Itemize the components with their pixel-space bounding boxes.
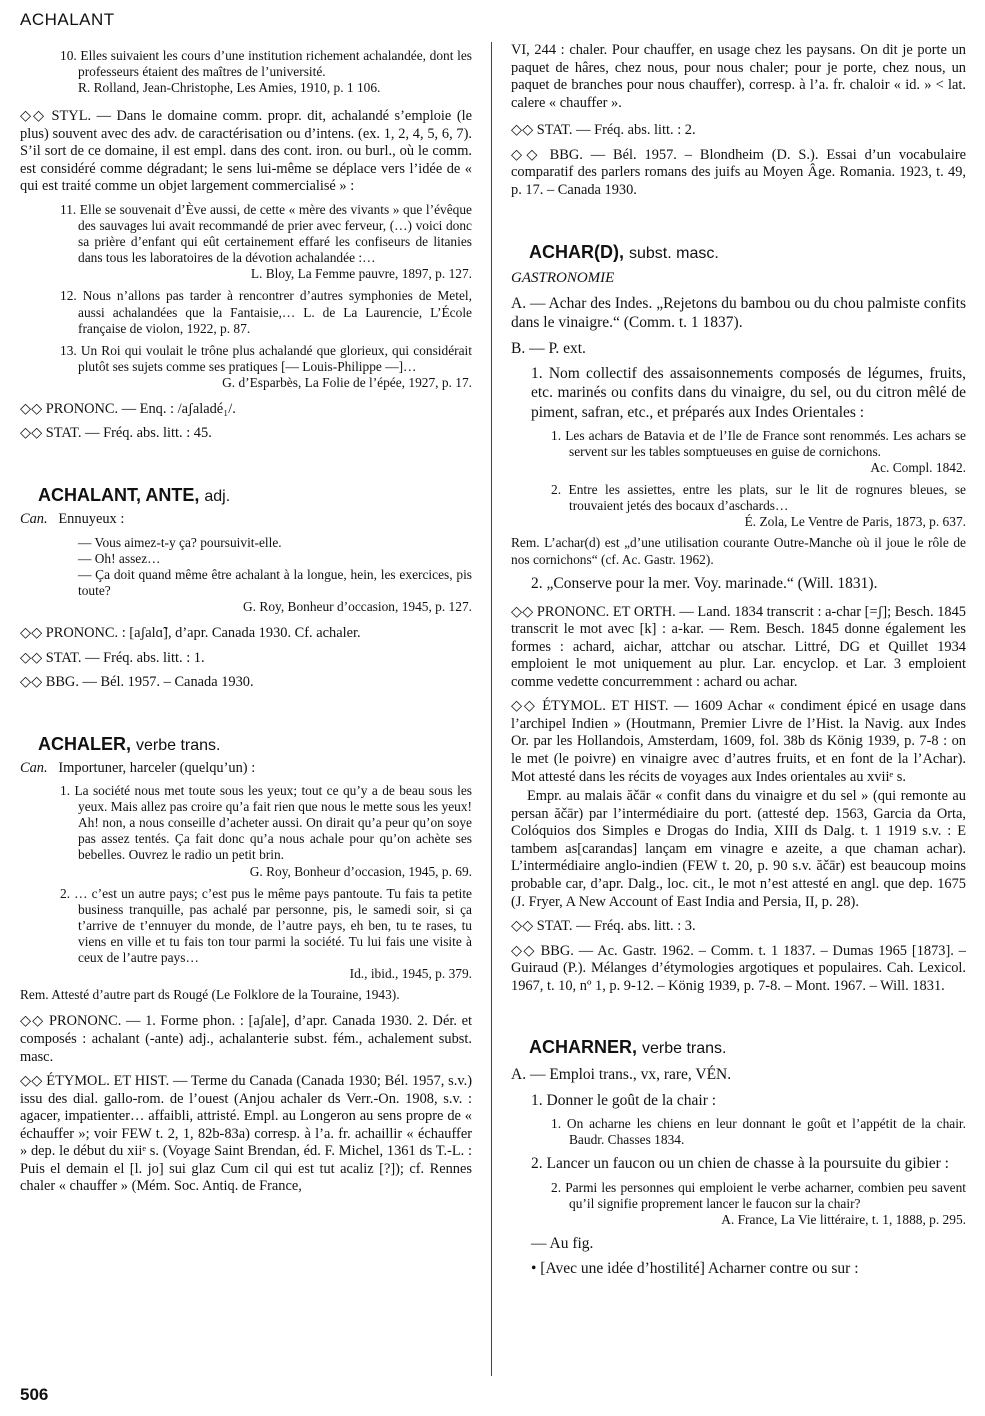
figurative-bullet: • [Avec une idée d’hostilité] Acharner contre ou sur : <box>531 1260 859 1278</box>
right-column <box>511 42 966 1376</box>
remark: Rem. Attesté d’autre part ds Rougé (Le Folklore de la Touraine, 1943). <box>20 987 400 1003</box>
citation-10: 10. Elles suivaient les cours d’une institution richement achalandée, dont les professeurs étaient des maîtres de l’université. R. Rolland, Jean-Christophe, Les Amies, 1910, p. 1 106. <box>60 48 472 96</box>
sense-a: A. — Achar des Indes. „Rejetons du bambou ou du chou palmiste confits dans le vinaigre.“ (Comm. t. 1 1837). <box>511 294 966 332</box>
etymology-continuation: VI, 244 : chaler. Pour chauffer, en usage chez les paysans. On dit je porte un paquet de hâres, chez nous, pour nous chaler; pour je porte, chez nous, un paquet de branches pour nous chauffer), corresp. à l’a. fr. chaloir « id. » < lat. calere « chauffer ». <box>511 42 966 111</box>
sense-a2: 2. Lancer un faucon ou un chien de chasse à la poursuite du gibier : <box>531 1155 949 1173</box>
statistics-note: ◇◇ STAT. — Fréq. abs. litt. : 1. <box>20 649 205 666</box>
citation-2: 2. Entre les assiettes, entre les plats, sur le lit de rognures bleues, se trouvaient jetés des bocaux d’aschards… É. Zola, Le Ventre de Paris, 1873, p. 637. <box>551 482 966 530</box>
headword-acharner: ACHARNER, verbe trans. <box>529 1037 727 1058</box>
sense-b: B. — P. ext. <box>511 339 586 357</box>
citation-1: 1. On acharne les chiens en leur donnant le goût et l’appétit de la chair. Baudr. Chasses 1834. <box>551 1116 966 1148</box>
column-divider <box>491 42 492 1376</box>
bibliography-note: ◇◇ BBG. — Bél. 1957. – Canada 1930. <box>20 674 254 691</box>
pronunciation-note: ◇◇ PRONONC. : [aʃalɑ̃], d’apr. Canada 1930. Cf. achaler. <box>20 624 361 641</box>
headword-achalant-ante: ACHALANT, ANTE, adj. <box>38 485 231 506</box>
page-number: 506 <box>20 1385 49 1404</box>
pronunciation-note: ◇◇ PRONONC. — Enq. : /aʃaladé₁/. <box>20 400 236 417</box>
citation-2: 2. … c’est un autre pays; c’est pus le même pays pantoute. Tu fais ta petite business tranquille, pas achalé par personne, pis, le samedi soir, si ça t’arrive de t’ennuyer du monde, de l’autre pays, eh ben, tu te rases, tu viens en ville et tu fais ton tour parmi la société. Tu lui fais une visite à ceux de l’autre pays… Id., ibid., 1945, p. 379. <box>60 885 472 981</box>
citation-13: 13. Un Roi qui voulait le trône plus achalandé que glorieux, qui considérait plutôt ses sujets comme ses pratiques [— Louis-Philippe —]… G. d’Esparbès, La Folie de l’épée, 1927, p. 17. <box>60 342 472 390</box>
etymology-note: ◇◇ ÉTYMOL. ET HIST. — Terme du Canada (Canada 1930; Bél. 1957, s.v.) issu des dial. gallo-rom. de l’ouest (Anjou achaler ds Verr.-On. 1908, s.v. : agacer, impatienter… affaibli, attristé. Empl. au Longeron au sens propre de « échauffer »; voir FEW t. 2, 1, 82b-83a) corresp. à l’a. fr. achaillir « échauffer » dep. le début du xiiᵉ s. (Voyage Saint Brendan, éd. F. Michel, 1361 ds T.-L. : Puis el demain el [l. jo] sui glaz Cum cil qui est tut acaliz [?]); cf. Rennes chaler « chauffer » (Mém. Soc. Antiq. de France, <box>20 1073 472 1195</box>
citation-1: 1. La société nous met toute sous les yeux; tout ce qu’y a de beau sous les yeux. Mais allez pas croire qu’a fait rien que nous le mette sous les yeux! Ah! non, a nous conseille d’acheter aussi. On dirait qu’a peur qu’on soye pas assez tentés. Ça fait donc qu’a nous achale pour qu’on achète ses bebelles. Ouvrez le radio un petit brin. G. Roy, Bonheur d’occasion, 1945, p. 69. <box>60 783 472 879</box>
statistics-note: ◇◇ STAT. — Fréq. abs. litt. : 2. <box>511 122 696 139</box>
etymology-note-continued: Empr. au malais ăčār « confit dans du vinaigre et du sel » (qui remonte au persan ăčār) par l’intermédiaire du port. (attesté dep. 1563, Garcia da Orta, Colóquios dos Simples e Drogas do India, XIII ds Dalg. t. 1 1919 s.v. : E tambem as[carandas] lançam em vinagre e azeite, a que chaman achar). L’intermédiaire anglo-indien (FEW t. 20, p. 90 s.v. ăčār) est beaucoup moins probable car, d’apr. Dalg., loc. cit., le mot n’est attesté en angl. que dep. 1675 (J. Fryer, A New Account of East India and Persia, II, p. 28). <box>511 788 966 910</box>
sense-b1: 1. Nom collectif des assaisonnements composés de légumes, fruits, etc. marinés ou confits dans du vinaigre, du sel, ou du citron mêlé de piment, safran, etc., et préparés aux Indes Orientales : <box>531 364 966 421</box>
pronunciation-note: ◇◇ PRONONC. — 1. Forme phon. : [aʃale], d’apr. Canada 1930. 2. Dér. et composés : achalant (-ante) adj., achalanterie subst. fém., achalement subst. masc. <box>20 1013 472 1065</box>
statistics-note: ◇◇ STAT. — Fréq. abs. litt. : 45. <box>20 425 212 442</box>
sense-b2: 2. „Conserve pour la mer. Voy. marinade.“ (Will. 1831). <box>531 575 878 593</box>
running-head: ACHALANT <box>20 10 115 29</box>
etymology-note: ◇◇ ÉTYMOL. ET HIST. — 1609 Achar « condiment épicé en usage dans l’archipel Indien » (Houtmann, Premier Livre de l’Hist. la Navig. aux Indes Or. par les Hollandois, Amsterdam, 1609, fol. 38b ds König 1939, p. 7-8 : on le met (le poivre) en vinaigre avec d’autres fruits, et en font de la l’Achar). Mot attesté dans les récits de voyages aux Indes orientales au xviiᵉ s. <box>511 698 966 785</box>
bibliography-note: ◇◇ BBG. — Ac. Gastr. 1962. – Comm. t. 1 1837. – Dumas 1965 [1873]. – Guiraud (P.). Mélanges d’étymologies argotiques et populaires. Cah. Lexicol. 1967, t. 10, nº 1, p. 9-12. – König 1939, p. 7-8. – Mont. 1967. – Will. 1831. <box>511 942 966 994</box>
bibliography-note: ◇◇ BBG. — Bél. 1957. – Blondheim (D. S.). Essai d’un vocabulaire comparatif des parlers romans des juifs au Moyen Âge. Romania. 1923, t. 49, p. 17. – Canada 1930. <box>511 146 966 198</box>
definition-importuner: Can. Importuner, harceler (quelqu’un) : <box>20 759 256 776</box>
citation-1: 1. Les achars de Batavia et de l’Ile de France sont renommés. Les achars se servent sur les tables somptueuses en guise de cornichons. Ac. Compl. 1842. <box>551 428 966 476</box>
citation-11: 11. Elle se souvenait d’Ève aussi, de cette « mère des vivants » que l’évêque des sauvages lui avait recommandé de prier avec ferveur, (…) voici donc sa prière d’enfant qui eût certainement effaré les confiseurs de litanies dans tous les laboratoires de la dévotion achalandée :… L. Bloy, La Femme pauvre, 1897, p. 127. <box>60 202 472 282</box>
headword-achaler: ACHALER, verbe trans. <box>38 733 221 754</box>
domain-label: GASTRONOMIE <box>511 270 615 287</box>
styl-note: ◇◇ STYL. — Dans le domaine comm. propr. dit, achalandé s’emploie (le plus) souvent avec des adv. de caractérisation ou d’intens. (ex. 1, 2, 4, 5, 6, 7). S’il sort de ce domaine, il est empl. dans des cont. iron. ou burl., où le comm. est considéré comme dégradant; le sens lui-même se déplace vers l’idée de « qui est traité comme un objet largement commercialisé » : <box>20 108 472 195</box>
sense-a: A. — Emploi trans., vx, rare, VÉN. <box>511 1066 732 1084</box>
citation-2: 2. Parmi les personnes qui emploient le verbe acharner, combien peu savent qu’il signifie proprement lancer le faucon sur la chair? A. France, La Vie littéraire, t. 1, 1888, p. 295. <box>551 1179 966 1227</box>
pronunciation-orthography-note: ◇◇ PRONONC. ET ORTH. — Land. 1834 transcrit : a-char [=ʃ]; Besch. 1845 transcrit le mot avec [k] : a-kar. — Rem. Besch. 1845 donne également les formes : achard, aichar, attchar ou atschar. Littré, DG et Quillet 1934 emploient le mot uniquement au plur. Lar. encyclop. et Lar. 3 emploient comme vedette concurremment : achard ou achar. <box>511 603 966 690</box>
sense-a1: 1. Donner le goût de la chair : <box>531 1091 717 1109</box>
headword-achard: ACHAR(D), subst. masc. <box>529 241 719 262</box>
figurative-label: — Au fig. <box>531 1234 594 1252</box>
left-column <box>20 42 472 1376</box>
definition-ennuyeux: Can. Ennuyeux : <box>20 510 125 527</box>
citation-12: 12. Nous n’allons pas tarder à rencontrer d’autres symphonies de Metel, aussi achalandées que la Fantaisie,… L. de La Laurencie, L’École française de violon, 1922, p. 87. <box>60 288 472 336</box>
remark: Rem. L’achar(d) est „d’une utilisation courante Outre-Manche où il joue le rôle de nos cornichons“ (cf. Ac. Gastr. 1962). <box>511 535 966 567</box>
citation-achalant: — Vous aimez-t-y ça? poursuivit-elle. — Oh! assez… — Ça doit quand même être achalant à la longue, hein, les exercices, pis toute? G. Roy, Bonheur d’occasion, 1945, p. 127. <box>78 534 472 614</box>
statistics-note: ◇◇ STAT. — Fréq. abs. litt. : 3. <box>511 918 696 935</box>
